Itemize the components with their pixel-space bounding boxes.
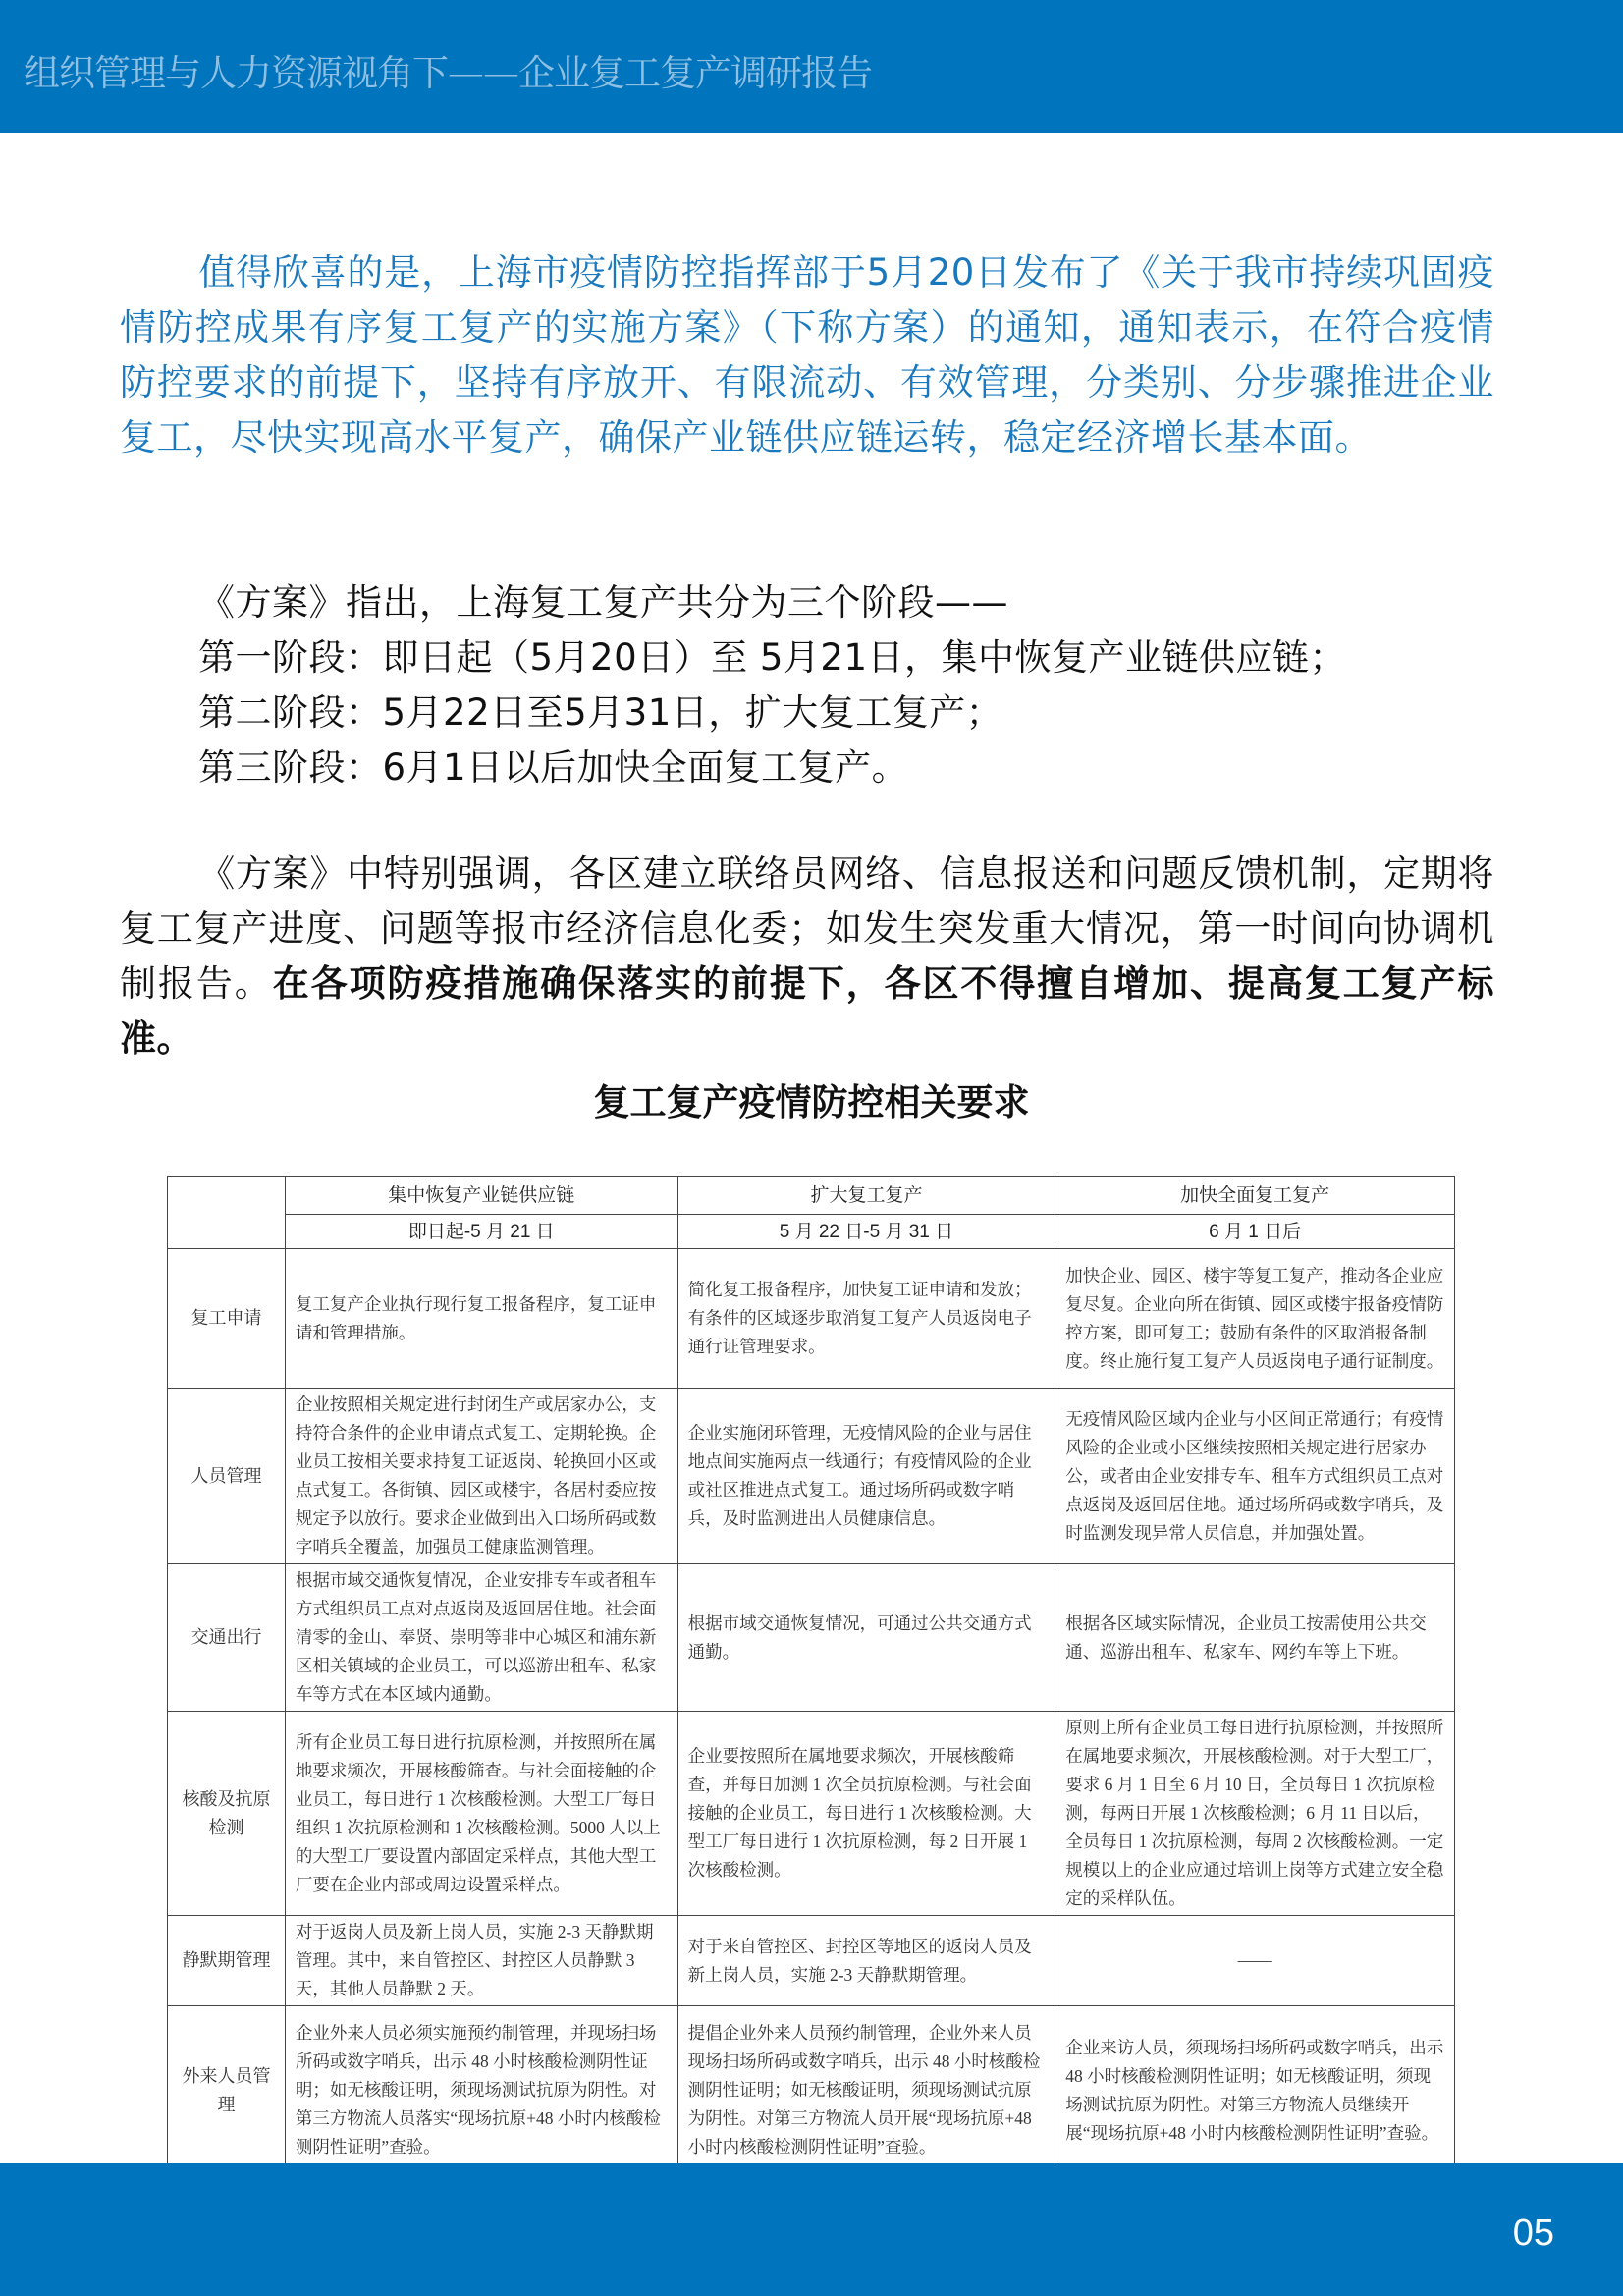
row-label: 人员管理	[168, 1389, 286, 1564]
table-cell: 企业要按照所在属地要求频次，开展核酸筛查，并每日加测 1 次全员抗原检测。与社会面接触的企业员工，每日进行 1 次核酸检测。大型工厂每日进行 1 次抗原检测，每 2 日开展 1 次核酸检测。	[677, 1712, 1055, 1916]
report-title: 组织管理与人力资源视角下——企业复工复产调研报告	[24, 52, 872, 94]
table-cell: 对于返岗人员及新上岗人员，实施 2-3 天静默期管理。其中，来自管控区、封控区人员静默 3 天，其他人员静默 2 天。	[285, 1916, 677, 2006]
column-period-1: 即日起-5 月 21 日	[285, 1215, 677, 1249]
column-stage-1: 集中恢复产业链供应链	[285, 1177, 677, 1215]
table-row	[168, 1249, 1455, 1389]
table-row	[168, 1389, 1455, 1564]
table-cell: 原则上所有企业员工每日进行抗原检测，并按照所在属地要求频次，开展核酸检测。对于大型工厂，要求 6 月 1 日至 6 月 10 日，全员每日 1 次抗原检测，每两日开展 1 次核酸检测；6 月 11 日以后，全员每日 1 次抗原检测，每周 2 次核酸检测。一定规模以上的企业应通过培训上岗等方式建立安全稳定的采样队伍。	[1055, 1712, 1455, 1916]
table-cell: 提倡企业外来人员预约制管理，企业外来人员现场扫场所码或数字哨兵，出示 48 小时核酸检测阴性证明；如无核酸证明，须现场测试抗原为阴性。对第三方物流人员开展“现场抗原+48 小时内核酸检测阴性证明”查验。	[677, 2006, 1055, 2175]
table-row	[168, 1564, 1455, 1712]
table-cell: 企业按照相关规定进行封闭生产或居家办公，支持符合条件的企业申请点式复工、定期轮换。企业员工按相关要求持复工证返岗、轮换回小区或点式复工。各街镇、园区或楼宇，各居村委应按规定予以放行。要求企业做到出入口场所码或数字哨兵全覆盖，加强员工健康监测管理。	[285, 1389, 677, 1564]
intro-text: 值得欣喜的是，上海市疫情防控指挥部于5月20日发布了《关于我市持续巩固疫情防控成果有序复工复产的实施方案》（下称方案）的通知，通知表示，在符合疫情防控要求的前提下，坚持有序放开、有限流动、有效管理，分类别、分步骤推进企业复工，尽快实现高水平复产，确保产业链供应链运转，稳定经济增长基本面。	[120, 251, 1494, 459]
table-title: 复工复产疫情防控相关要求	[593, 1080, 1030, 1123]
requirements-table	[167, 1176, 1455, 2175]
header-row-period	[168, 1215, 1455, 1249]
emphasis-paragraph	[120, 847, 1494, 1066]
column-period-3: 6 月 1 日后	[1055, 1215, 1455, 1249]
table-cell-empty-dash: ——	[1055, 1916, 1455, 2006]
emphasis-text: 《方案》中特别强调，各区建立联络员网络、信息报送和问题反馈机制，定期将复工复产进度、问题等报市经济信息化委；如发生突发重大情况，第一时间向协调机制报告。	[120, 852, 1494, 1005]
footer-band	[0, 2163, 1623, 2296]
row-label: 静默期管理	[168, 1916, 286, 2006]
corner-cell	[168, 1177, 286, 1249]
header-band	[0, 0, 1623, 133]
table-cell: 所有企业员工每日进行抗原检测，并按照所在属地要求频次，开展核酸筛查。与社会面接触的企业员工，每日进行 1 次核酸检测。大型工厂每日组织 1 次抗原检测和 1 次核酸检测。5000 人以上的大型工厂要设置内部固定采样点，其他大型工厂要在企业内部或周边设置采样点。	[285, 1712, 677, 1916]
table-cell: 复工复产企业执行现行复工报备程序，复工证申请和管理措施。	[285, 1249, 677, 1389]
intro-paragraph	[120, 246, 1494, 465]
emphasis-bold-text: 在各项防疫措施确保落实的前提下，各区不得擅自增加、提高复工复产标准。	[120, 962, 1495, 1060]
table-cell: 简化复工报备程序，加快复工证申请和发放；有条件的区域逐步取消复工复产人员返岗电子通行证管理要求。	[677, 1249, 1055, 1389]
table-row	[168, 2006, 1455, 2175]
phase-1: 第一阶段：即日起（5月20日）至 5月21日，集中恢复产业链供应链；	[198, 636, 1347, 679]
row-label: 核酸及抗原检测	[168, 1712, 286, 1916]
row-label: 复工申请	[168, 1249, 286, 1389]
table-cell: 根据市域交通恢复情况，企业安排专车或者租车方式组织员工点对点返岗及返回居住地。社会面清零的金山、奉贤、崇明等非中心城区和浦东新区相关镇域的企业员工，可以巡游出租车、私家车等方式在本区域内通勤。	[285, 1564, 677, 1712]
column-stage-2: 扩大复工复产	[677, 1177, 1055, 1215]
table-cell: 对于来自管控区、封控区等地区的返岗人员及新上岗人员，实施 2-3 天静默期管理。	[677, 1916, 1055, 2006]
phases-block	[120, 575, 1494, 795]
header-row-stage	[168, 1177, 1455, 1215]
row-label: 交通出行	[168, 1564, 286, 1712]
table-cell: 无疫情风险区域内企业与小区间正常通行；有疫情风险的企业或小区继续按照相关规定进行居家办公，或者由企业安排专车、租车方式组织员工点对点返岗及返回居住地。通过场所码或数字哨兵，及时监测发现异常人员信息，并加强处置。	[1055, 1389, 1455, 1564]
page-number: 05	[1512, 2213, 1554, 2254]
table-cell: 根据各区域实际情况，企业员工按需使用公共交通、巡游出租车、私家车、网约车等上下班。	[1055, 1564, 1455, 1712]
table-cell: 根据市域交通恢复情况，可通过公共交通方式通勤。	[677, 1564, 1055, 1712]
table-cell: 加快企业、园区、楼宇等复工复产，推动各企业应复尽复。企业向所在街镇、园区或楼宇报备疫情防控方案，即可复工；鼓励有条件的区取消报备制度。终止施行复工复产人员返岗电子通行证制度。	[1055, 1249, 1455, 1389]
column-stage-3: 加快全面复工复产	[1055, 1177, 1455, 1215]
phase-3: 第三阶段：6月1日以后加快全面复工复产。	[198, 746, 909, 789]
table-cell: 企业实施闭环管理，无疫情风险的企业与居住地点间实施两点一线通行；有疫情风险的企业或社区推进点式复工。通过场所码或数字哨兵，及时监测进出人员健康信息。	[677, 1389, 1055, 1564]
table-cell: 企业外来人员必须实施预约制管理，并现场扫场所码或数字哨兵，出示 48 小时核酸检测阴性证明；如无核酸证明，须现场测试抗原为阴性。对第三方物流人员落实“现场抗原+48 小时内核酸检测阴性证明”查验。	[285, 2006, 677, 2175]
phase-2: 第二阶段：5月22日至5月31日，扩大复工复产；	[198, 691, 1003, 734]
table-cell: 企业来访人员，须现场扫场所码或数字哨兵，出示 48 小时核酸检测阴性证明；如无核酸证明，须现场测试抗原为阴性。对第三方物流人员继续开展“现场抗原+48 小时内核酸检测阴性证明”查验。	[1055, 2006, 1455, 2175]
row-label: 外来人员管理	[168, 2006, 286, 2175]
table-row	[168, 1712, 1455, 1916]
phases-intro: 《方案》指出，上海复工复产共分为三个阶段——	[198, 581, 1008, 624]
column-period-2: 5 月 22 日-5 月 31 日	[677, 1215, 1055, 1249]
table-row	[168, 1916, 1455, 2006]
